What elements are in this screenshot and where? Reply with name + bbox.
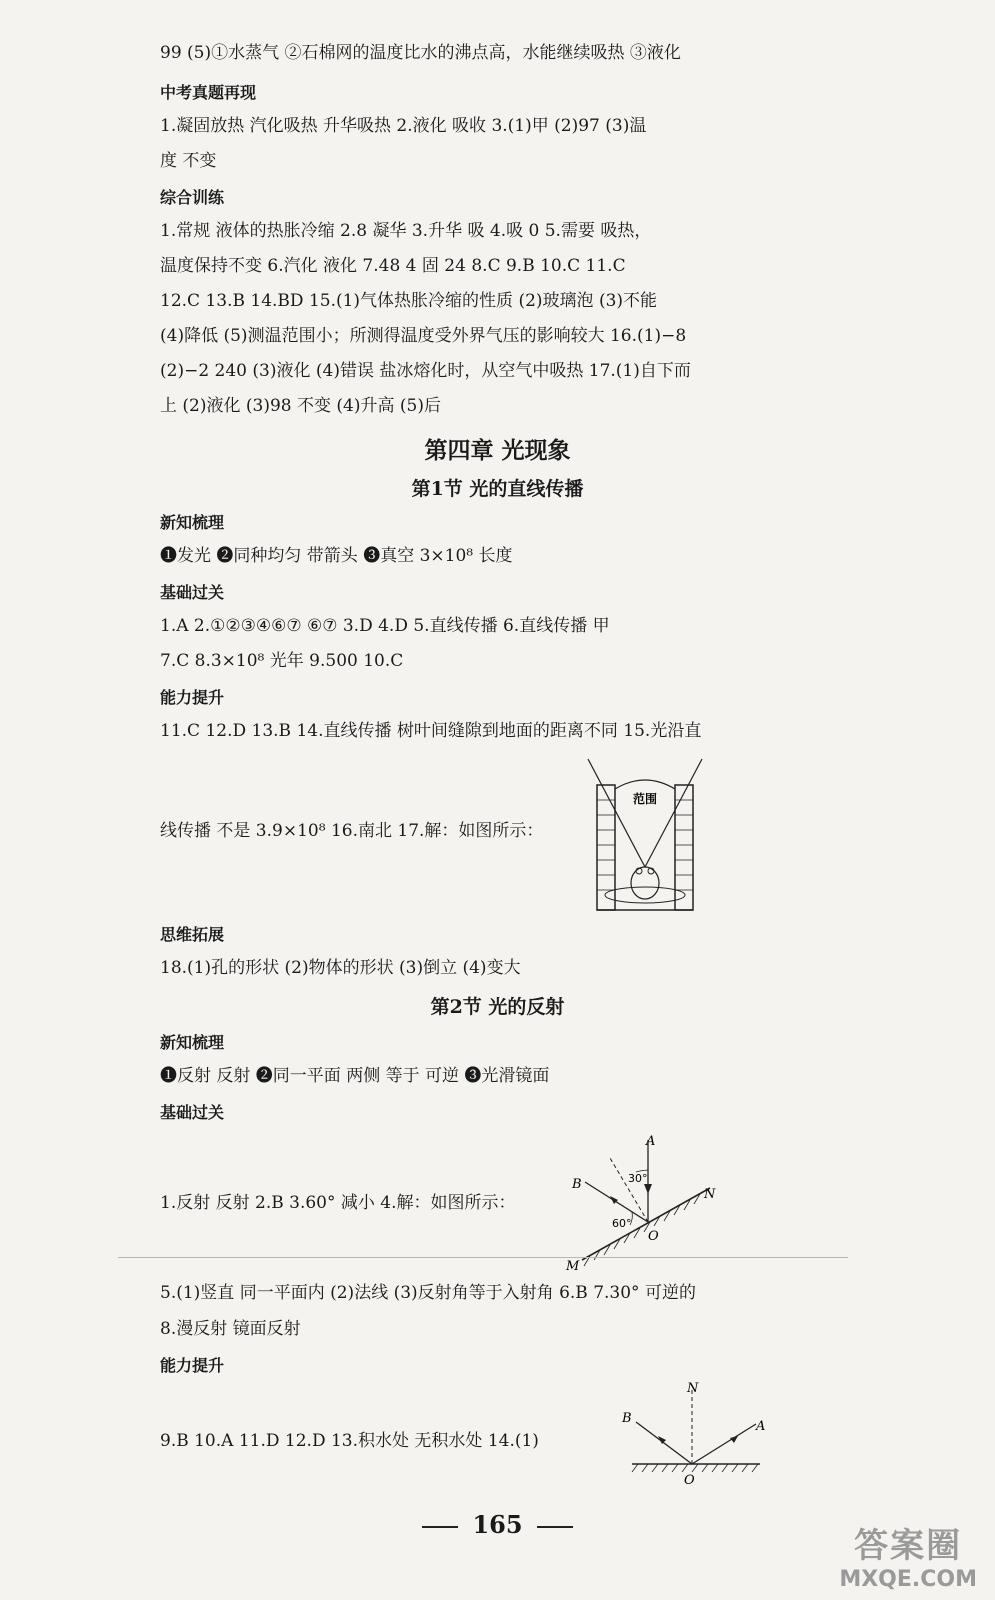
answer-line: 线传播 不是 3.9×10⁸ 16.南北 17.解：如图所示： [160, 821, 544, 841]
section-title: 第2节 光的反射 [430, 996, 565, 1018]
section-heading: 新知梳理 [160, 513, 225, 532]
section-heading: 综合训练 [160, 188, 225, 207]
section-heading: 新知梳理 [160, 1033, 225, 1052]
watermark-logo-text: 答案圈 [854, 1526, 963, 1566]
mirror-reflection-diagram [560, 1130, 730, 1275]
answer-line: 温度保持不变 6.汽化 液化 7.48 4 固 24 8.C 9.B 10.C 11.C [160, 256, 626, 276]
answer-line: 7.C 8.3×10⁸ 光年 9.500 10.C [160, 651, 404, 671]
section-title: 第1节 光的直线传播 [411, 478, 584, 500]
label-N: N [704, 1187, 716, 1202]
watermark [839, 1518, 977, 1592]
answer-line: 度 不变 [160, 151, 217, 171]
page-dash-left [422, 1526, 458, 1528]
section-heading: 中考真题再现 [160, 83, 257, 102]
answer-line: 8.漫反射 镜面反射 [160, 1319, 301, 1339]
section-heading: 能力提升 [160, 1356, 225, 1375]
answer-line: ❶发光 ❷同种均匀 带箭头 ❸真空 3×10⁸ 长度 [160, 546, 513, 566]
label-O: O [648, 1229, 659, 1244]
range-label: 范围 [632, 792, 658, 806]
section-heading: 基础过关 [160, 1103, 225, 1122]
answer-line: 1.A 2.①②③④⑥⑦ ⑥⑦ 3.D 4.D 5.直线传播 6.直线传播 甲 [160, 616, 610, 636]
label-B: B [572, 1177, 582, 1192]
page-number: 165 [472, 1510, 523, 1539]
answer-line: 99 (5)①水蒸气 ②石棉网的温度比水的沸点高，水能继续吸热 ③液化 [160, 43, 681, 63]
answer-line: 5.(1)竖直 同一平面内 (2)法线 (3)反射角等于入射角 6.B 7.30° 可逆的 [160, 1283, 696, 1303]
answer-line: 12.C 13.B 14.BD 15.(1)气体热胀冷缩的性质 (2)玻璃泡 (3)不能 [160, 291, 658, 311]
label-A: A [646, 1134, 656, 1149]
answer-line: 18.(1)孔的形状 (2)物体的形状 (3)倒立 (4)变大 [160, 958, 521, 978]
label-A: A [756, 1419, 766, 1434]
answer-line: 9.B 10.A 11.D 12.D 13.积水处 无积水处 14.(1) [160, 1431, 539, 1451]
well-frog-diagram [585, 755, 705, 915]
section-heading: 思维拓展 [160, 925, 225, 944]
angle-60-label: 60° [612, 1217, 632, 1230]
answer-line: (2)−2 240 (3)液化 (4)错误 盐冰熔化时，从空气中吸热 17.(1)自下而 [160, 361, 691, 381]
label-O: O [684, 1473, 695, 1488]
answer-line: (4)降低 (5)测温范围小；所测得温度受外界气压的影响较大 16.(1)−8 [160, 326, 687, 346]
label-B: B [622, 1411, 632, 1426]
answer-line: 1.凝固放热 汽化吸热 升华吸热 2.液化 吸收 3.(1)甲 (2)97 (3)温 [160, 116, 647, 136]
page-dash-right [537, 1526, 573, 1528]
answer-line: 1.常规 液体的热胀冷缩 2.8 凝华 3.升华 吸 4.吸 0 5.需要 吸热， [160, 221, 652, 241]
chapter-title: 第四章 光现象 [424, 437, 571, 464]
section-heading: 基础过关 [160, 583, 225, 602]
answer-line: 11.C 12.D 13.B 14.直线传播 树叶间缝隙到地面的距离不同 15.光沿直 [160, 721, 702, 741]
angle-30-label: 30° [628, 1172, 648, 1185]
answer-line: 上 (2)液化 (3)98 不变 (4)升高 (5)后 [160, 396, 441, 416]
section-heading: 能力提升 [160, 688, 225, 707]
label-N: N [687, 1381, 699, 1396]
label-M: M [566, 1259, 580, 1274]
watermark-url: MXQE.COM [839, 1567, 977, 1592]
reflection-diagram [620, 1380, 770, 1490]
page-fold-line [118, 1257, 848, 1258]
answer-line: 1.反射 反射 2.B 3.60° 减小 4.解：如图所示： [160, 1193, 516, 1213]
answer-line: ❶反射 反射 ❷同一平面 两侧 等于 可逆 ❸光滑镜面 [160, 1066, 550, 1086]
